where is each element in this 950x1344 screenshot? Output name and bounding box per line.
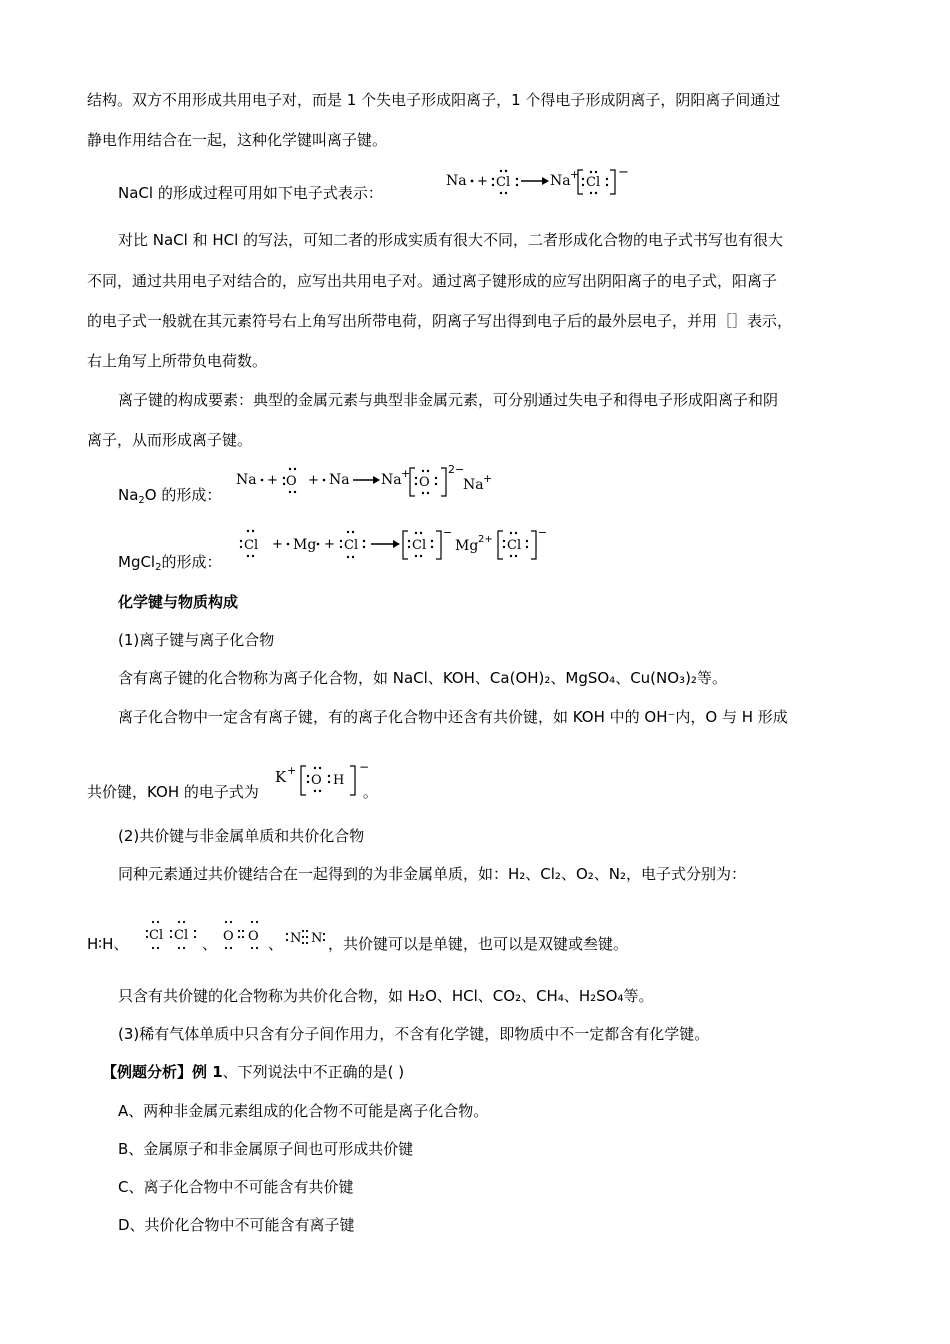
paragraph-line: 只含有共价键的化合物称为共价化合物，如 H₂O、HCl、CO₂、CH₄、H₂SO₄等。: [118, 987, 654, 1005]
svg-text:Na: Na: [329, 472, 350, 488]
paragraph-line: 离子，从而形成离子键。: [87, 431, 253, 449]
svg-text:O: O: [419, 475, 430, 490]
svg-text:Cl: Cl: [149, 928, 164, 943]
koh-line: 共价键，KOH 的电子式为 。: [87, 783, 378, 801]
svg-text:O: O: [286, 474, 297, 489]
cl-ion-symbol: Cl: [586, 175, 601, 190]
svg-text:+: +: [324, 537, 335, 552]
svg-text:Cl: Cl: [507, 538, 522, 553]
svg-text:Na: Na: [381, 472, 402, 488]
na2o-electron-formula: [236, 462, 496, 502]
svg-text:O: O: [248, 929, 259, 944]
svg-text:+: +: [401, 467, 411, 480]
paragraph-line: 结构。双方不用形成共用电子对，而是 1 个失电子形成阳离子，1 个得电子形成阴离子，阴阳离子间通过: [87, 91, 781, 109]
cl-charge: −: [618, 166, 629, 180]
svg-text:Cl: Cl: [344, 538, 359, 553]
svg-text:N: N: [290, 931, 302, 946]
koh-electron-formula: [275, 760, 381, 800]
svg-text:2+: 2+: [478, 534, 493, 545]
svg-text:Cl: Cl: [412, 538, 427, 553]
o2-electron-formula: [222, 918, 270, 952]
svg-text:H: H: [333, 773, 345, 788]
svg-text:2−: 2−: [448, 463, 465, 476]
section-heading: 化学键与物质构成: [118, 593, 239, 611]
cl2-electron-formula: [144, 918, 204, 952]
paragraph-line: 静电作用结合在一起，这种化学键叫离子键。: [87, 131, 388, 149]
separator: 、: [202, 935, 218, 953]
svg-text:N: N: [311, 931, 323, 946]
option-b: B、金属原子和非金属原子间也可形成共价键: [118, 1140, 414, 1158]
svg-text:O: O: [223, 929, 234, 944]
na-symbol: Na: [446, 173, 467, 189]
mgcl2-label: MgCl$_2$的形成：: [118, 553, 222, 573]
svg-text:+: +: [267, 473, 278, 488]
svg-text:Cl: Cl: [244, 538, 259, 553]
paragraph-line: 的电子式一般就在其元素符号右上角写出所带电荷，阴离子写出得到电子后的最外层电子，并用［］表示，: [87, 312, 793, 330]
subsection-title: (1)离子键与离子化合物: [118, 631, 275, 649]
svg-text:−: −: [538, 526, 548, 539]
svg-text:Na: Na: [236, 472, 257, 488]
paragraph-line: 不同，通过共用电子对结合的，应写出共用电子对。通过离子键形成的应写出阴阳离子的电子式，阳离子: [87, 272, 778, 290]
svg-text:K: K: [275, 768, 287, 786]
svg-text:Na: Na: [463, 477, 484, 493]
mgcl2-electron-formula: [238, 525, 558, 565]
subsection-title: (2)共价键与非金属单质和共价化合物: [118, 827, 365, 845]
svg-text:Mg: Mg: [455, 538, 479, 554]
paragraph-line: 离子键的构成要素：典型的金属元素与典型非金属元素，可分别通过失电子和得电子形成阳离子和阴: [118, 391, 779, 409]
nacl-electron-formula: [446, 166, 636, 200]
option-d: D、共价化合物中不可能含有离子键: [118, 1216, 355, 1234]
paragraph-line: (3)稀有气体单质中只含有分子间作用力，不含有化学键，即物质中不一定都含有化学键。: [118, 1025, 710, 1043]
nacl-label: NaCl 的形成过程可用如下电子式表示：: [118, 184, 383, 202]
paragraph-line: ，共价键可以是单键，也可以是双键或叁键。: [328, 935, 629, 953]
example-title: 【例题分析】例 1、下列说法中不正确的是( ): [102, 1063, 405, 1081]
svg-text:Cl: Cl: [174, 928, 189, 943]
svg-text:+: +: [272, 537, 283, 552]
na2o-label: $Na_2O$ 的形成：: [118, 486, 222, 506]
svg-text:+: +: [483, 472, 493, 485]
paragraph-line: 含有离子键的化合物称为离子化合物，如 NaCl、KOH、Ca(OH)₂、MgSO₄、Cu(NO₃)₂等。: [118, 669, 727, 687]
na-charge: +: [570, 168, 580, 181]
na-ion-symbol: Na: [550, 173, 571, 189]
separator: 、: [268, 935, 284, 953]
svg-text:+: +: [308, 473, 319, 488]
svg-text:−: −: [443, 526, 453, 539]
paragraph-line: 离子化合物中一定含有离子键，有的离子化合物中还含有共价键，如 KOH 中的 OH⁻内，O 与 H 形成: [118, 708, 788, 726]
paragraph-line: 右上角写上所带负电荷数。: [87, 352, 268, 370]
option-c: C、离子化合物中不可能含有共价键: [118, 1178, 354, 1196]
paragraph-line: 同种元素通过共价键结合在一起得到的为非金属单质，如：H₂、Cl₂、O₂、N₂，电子式分别为：: [118, 865, 747, 883]
svg-text:−: −: [359, 760, 370, 774]
molecule-line: H∶H、: [87, 935, 129, 953]
option-a: A、两种非金属元素组成的化合物不可能是离子化合物。: [118, 1102, 489, 1120]
svg-text:+: +: [287, 764, 297, 777]
cl-symbol: Cl: [496, 175, 511, 190]
svg-text:O: O: [311, 773, 322, 788]
svg-text:Mg: Mg: [293, 537, 317, 553]
paragraph-line: 对比 NaCl 和 HCl 的写法，可知二者的形成实质有很大不同，二者形成化合物的电子式书写也有很大: [118, 231, 784, 249]
plus-sign: +: [477, 174, 488, 189]
